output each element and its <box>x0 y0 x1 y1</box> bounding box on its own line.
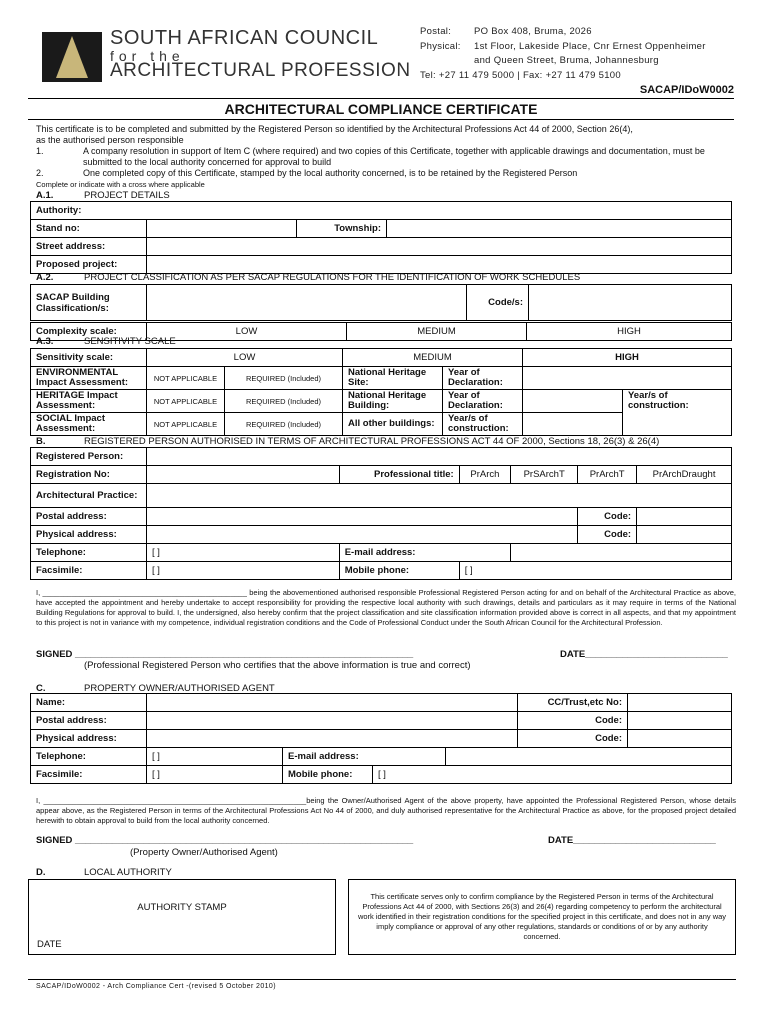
c-email-label: E-mail address: <box>283 748 446 766</box>
nat-heritage-site-label: National Heritage Site: <box>343 367 443 390</box>
title-prarcht[interactable]: PrArchT <box>578 466 637 484</box>
compliance-notice: This certificate serves only to confirm compliance by the Registered Person in terms of the Architectural Professions Act 44 of 2000, with Sections 26(3) and 26(4) regarding competency to perform the architectural work identified in their registration conditions for the specified project in this certificate, and does not in any way imply compliance or approval of any other regulations, standards or conditions of or by any authority concerned. <box>348 879 736 955</box>
heritage-required[interactable]: REQUIRED (Included) <box>225 390 343 413</box>
practice-label: Architectural Practice: <box>31 484 147 508</box>
postal-value: PO Box 408, Bruma, 2026 <box>474 26 592 37</box>
complexity-high[interactable]: HIGH <box>527 323 732 341</box>
c-name-label: Name: <box>31 694 147 712</box>
section-a2-heading: A.2. PROJECT CLASSIFICATION AS PER SACAP REGULATIONS FOR THE IDENTIFICATION OF WORK SCHEDULES <box>36 272 581 283</box>
org-name-line2: for the <box>110 48 185 64</box>
section-a3-heading: A.3. SENSITIVITY SCALE <box>36 336 176 347</box>
c-cc-label: CC/Trust,etc No: <box>518 694 628 712</box>
b-signature-note: (Professional Registered Person who certifies that the above information is true and correct) <box>84 660 471 671</box>
years-construction-field[interactable] <box>523 413 623 436</box>
physical-value-2: and Queen Street, Bruma, Johannesburg <box>474 55 659 66</box>
physical-value: 1st Floor, Lakeside Place, Cnr Ernest Oppenheimer <box>474 40 706 52</box>
c-date-line[interactable]: DATE___________________________ <box>548 835 716 846</box>
building-classification-label: SACAP Building Classification/s: <box>31 285 147 321</box>
b-mobile-label: Mobile phone: <box>339 562 459 580</box>
owner-table <box>30 693 732 784</box>
c-telephone-field[interactable]: [ ] <box>147 748 283 766</box>
authority-date-label: DATE <box>37 939 62 950</box>
authority-stamp-box[interactable] <box>28 879 336 955</box>
c-physical-code-label: Code: <box>518 730 628 748</box>
year-declaration-label-1: Year of Declaration: <box>443 367 523 390</box>
physical-label: Physical: <box>420 40 461 52</box>
intro-line2: as the authorised person responsible <box>36 135 184 145</box>
title-prsarcht[interactable]: PrSArchT <box>511 466 578 484</box>
c-postal-code-label: Code: <box>518 712 628 730</box>
item-2-number: 2. <box>36 168 44 178</box>
b-telephone-label: Telephone: <box>31 544 147 562</box>
section-a1-heading: A.1. PROJECT DETAILS <box>36 190 170 201</box>
c-facsimile-field[interactable]: [ ] <box>147 766 283 784</box>
footer-divider <box>28 979 736 980</box>
c-postal-field[interactable] <box>147 712 518 730</box>
c-facsimile-label: Facsimile: <box>31 766 147 784</box>
c-email-field[interactable] <box>445 748 732 766</box>
b-declaration-text: I, _________________________________________________ being the abovementioned authorised responsible Professional Registered Person acting for and on behalf of the Architectural Practice as above, have accepted the appointment and hereby undertake to accept responsibility for providing the respective local authority with such drawings, details and particulars as it may require in terms of the National Building Regulations for approval to build. I, the undersigned, also hereby confirm that the project classification and site classification information provided above is correct in all aspects, and that my appointment to this project is not in variance with my competence, individual registration conditions and the Code of Professional Conduct under the South African Council for the Architectural Profession. <box>36 588 736 627</box>
c-physical-field[interactable] <box>147 730 518 748</box>
b-mobile-field[interactable]: [ ] <box>459 562 731 580</box>
nat-heritage-building-label: National Heritage Building: <box>343 390 443 413</box>
b-physical-code-field[interactable] <box>637 526 732 544</box>
practice-field[interactable] <box>147 484 732 508</box>
complexity-low[interactable]: LOW <box>147 323 347 341</box>
b-facsimile-field[interactable]: [ ] <box>147 562 340 580</box>
complexity-label: Complexity scale: <box>31 323 147 341</box>
social-required[interactable]: REQUIRED (Included) <box>225 413 343 436</box>
b-physical-field[interactable] <box>147 526 578 544</box>
c-signed-line[interactable]: SIGNED ________________________________________________________________ <box>36 835 414 846</box>
title-prarchdraught[interactable]: PrArchDraught <box>637 466 732 484</box>
stand-no-field[interactable] <box>147 220 297 238</box>
sensitivity-label: Sensitivity scale: <box>31 349 147 367</box>
c-postal-code-field[interactable] <box>628 712 732 730</box>
item-1-number: 1. <box>36 146 44 156</box>
org-name-line3: ARCHITECTURAL PROFESSION <box>110 60 411 81</box>
sensitivity-high[interactable]: HIGH <box>523 349 732 367</box>
registered-person-table <box>30 447 732 580</box>
sensitivity-medium[interactable]: MEDIUM <box>343 349 523 367</box>
c-name-field[interactable] <box>147 694 518 712</box>
building-classification-field[interactable] <box>147 285 467 321</box>
township-label: Township: <box>297 220 387 238</box>
c-mobile-field[interactable]: [ ] <box>373 766 732 784</box>
env-not-applicable[interactable]: NOT APPLICABLE <box>147 367 225 390</box>
township-field[interactable] <box>387 220 732 238</box>
street-address-label: Street address: <box>31 238 147 256</box>
postal-label: Postal: <box>420 26 452 37</box>
b-postal-code-label: Code: <box>578 508 637 526</box>
years-construction-label-2: Year/s of construction: <box>443 413 523 436</box>
section-d-heading: D. LOCAL AUTHORITY <box>36 867 172 878</box>
section-b-heading: B. REGISTERED PERSON AUTHORISED IN TERMS OF ARCHITECTURAL PROFESSIONS ACT 44 OF 2000, Sections 18, 26(3) & 26(4) <box>36 436 660 447</box>
c-signature-note: (Property Owner/Authorised Agent) <box>130 847 278 858</box>
intro-text <box>36 124 736 190</box>
c-postal-label: Postal address: <box>31 712 147 730</box>
intro-line1: This certificate is to be completed and submitted by the Registered Person so identified by the Architectural Professions Act 44 of 2000, Section 26(4), <box>36 124 633 134</box>
c-telephone-label: Telephone: <box>31 748 147 766</box>
registered-person-label: Registered Person: <box>31 448 147 466</box>
proposed-project-field[interactable] <box>147 256 732 274</box>
social-not-applicable[interactable]: NOT APPLICABLE <box>147 413 225 436</box>
complexity-medium[interactable]: MEDIUM <box>347 323 527 341</box>
item-2-text: One completed copy of this Certificate, stamped by the local authority concerned, is to be retained by the Registered Person <box>83 168 578 178</box>
b-physical-label: Physical address: <box>31 526 147 544</box>
registration-no-label: Registration No: <box>31 466 147 484</box>
tel-fax: Tel: +27 11 479 5000 | Fax: +27 11 479 5100 <box>420 69 621 81</box>
heritage-not-applicable[interactable]: NOT APPLICABLE <box>147 390 225 413</box>
b-email-field[interactable] <box>511 544 732 562</box>
env-impact-label: ENVIRONMENTAL Impact Assessment: <box>31 367 147 390</box>
b-date-line[interactable]: DATE___________________________ <box>560 649 728 660</box>
b-postal-field[interactable] <box>147 508 578 526</box>
project-details-table <box>30 201 732 274</box>
contact-details <box>418 24 708 84</box>
social-impact-label: SOCIAL Impact Assessment: <box>31 413 147 436</box>
b-physical-code-label: Code: <box>578 526 637 544</box>
authority-field[interactable]: Authority: <box>31 202 732 220</box>
all-other-buildings-label: All other buildings: <box>343 413 443 436</box>
c-cc-field[interactable] <box>628 694 732 712</box>
sensitivity-low[interactable]: LOW <box>147 349 343 367</box>
b-facsimile-label: Facsimile: <box>31 562 147 580</box>
c-physical-label: Physical address: <box>31 730 147 748</box>
codes-label: Code/s: <box>467 285 529 321</box>
b-email-label: E-mail address: <box>339 544 510 562</box>
title-prarch[interactable]: PrArch <box>459 466 510 484</box>
env-required[interactable]: REQUIRED (Included) <box>225 367 343 390</box>
org-name-line1: SOUTH AFRICAN COUNCIL <box>110 27 379 49</box>
intro-note: Complete or indicate with a cross where applicable <box>36 180 205 189</box>
c-mobile-label: Mobile phone: <box>283 766 373 784</box>
b-postal-label: Postal address: <box>31 508 147 526</box>
sensitivity-table <box>30 348 732 436</box>
years-construction-label: Year/s of construction: <box>623 390 732 436</box>
c-declaration-text: I, _______________________________________________________________being the Owner/Authorised Agent of the above property, have appointed the Professional Registered Person, whose details appear above, as the Registered Person in terms of the Architectural Professions Act No 44 of 2000, and duly authorised representative for the Architectural Practice as above, for the proposed project detailed herewith to obtain approval to build from the local authority concerned. <box>36 796 736 825</box>
c-physical-code-field[interactable] <box>628 730 732 748</box>
heritage-impact-label: HERITAGE Impact Assessment: <box>31 390 147 413</box>
item-1-text: A company resolution in support of Item C (where required) and two copies of this Certificate, together with applicable drawings and documentation, must be submitted to the local authority concerned for approval to build <box>83 146 705 167</box>
footer-reference: SACAP/IDoW0002 - Arch Compliance Cert -(revised 5 October 2010) <box>36 983 276 990</box>
stand-no-label: Stand no: <box>31 220 147 238</box>
document-reference: SACAP/IDoW0002 <box>639 84 734 96</box>
year-declaration-label-2: Year of Declaration: <box>443 390 523 413</box>
registration-no-field[interactable] <box>147 466 340 484</box>
year-declaration-field-2[interactable] <box>523 390 623 413</box>
b-postal-code-field[interactable] <box>637 508 732 526</box>
b-telephone-field[interactable]: [ ] <box>147 544 340 562</box>
b-signed-line[interactable]: SIGNED ________________________________________________________________ <box>36 649 414 660</box>
page-title: ARCHITECTURAL COMPLIANCE CERTIFICATE <box>28 98 734 120</box>
authority-stamp-label: AUTHORITY STAMP <box>137 902 227 913</box>
classification-table <box>30 284 732 321</box>
codes-field[interactable] <box>529 285 732 321</box>
sacap-logo <box>42 32 102 82</box>
proposed-project-label: Proposed project: <box>31 256 147 274</box>
section-c-heading: C. PROPERTY OWNER/AUTHORISED AGENT <box>36 683 275 694</box>
registered-person-field[interactable] <box>147 448 732 466</box>
street-address-field[interactable] <box>147 238 732 256</box>
year-declaration-field-1[interactable] <box>523 367 732 390</box>
professional-title-label: Professional title: <box>339 466 459 484</box>
